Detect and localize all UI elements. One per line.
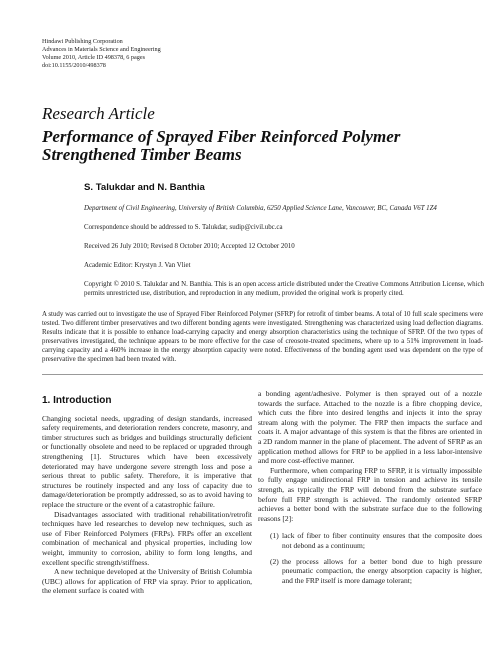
journal-name: Advances in Materials Science and Engineering (42, 46, 161, 53)
list-item (258, 557, 482, 586)
list-number: (2) (270, 556, 279, 566)
section-heading: 1. Introduction (42, 395, 112, 406)
right-column (258, 389, 482, 591)
reasons-list (258, 531, 482, 585)
divider (42, 374, 483, 375)
journal-header (42, 38, 161, 70)
dates: Received 26 July 2010; Revised 8 October 2010; Accepted 12 October 2010 (84, 243, 295, 250)
article-type: Research Article (42, 104, 155, 123)
list-text: the process allows for a better bond due to high pressure pneumatic compaction, the energy absorption capacity is higher, and the FRP itself is more damage tolerant; (282, 556, 482, 585)
abstract: A study was carried out to investigate the use of Sprayed Fiber Reinforced Polymer (SFRP) for retrofit of timber beams. A total of 10 full scale specimens were tested. Two different timber preservatives and two different bonding agents were investigated. Strengthening was characterized using load deflection diagrams. Results indicate that it is possible to enhance load-carrying capacity and energy absorption characteristics using the technique of SFRP. Of the two types of preservatives investigated, the technique appears to be more effective for the case of creosote-treated specimens, where up to a 51% improvement in load-carrying capacity and a 460% increase in the energy absorption capacity were noted. Effectiveness of the bonding agent used was dependent on the type of preservative the specimen had been treated with. (42, 311, 483, 363)
copyright: Copyright © 2010 S. Talukdar and N. Banthia. This is an open access article distributed under the Creative Commons Attribution License, which permits unrestricted use, distribution, and reproduction in any medium, provided the original work is properly cited. (84, 281, 484, 297)
volume-line: Volume 2010, Article ID 498378, 6 pages (42, 54, 145, 61)
authors: S. Talukdar and N. Banthia (84, 182, 205, 193)
academic-editor: Academic Editor: Krystyn J. Van Vliet (84, 262, 191, 269)
paragraph: Furthermore, when comparing FRP to SFRP, it is virtually impossible to fully engage unidirectional FRP in tension and achieve its tensile strength, as typically the FRP will debond from the substrate surface before full FRP strength is achieved. The randomly oriented SFRP achieves a better bond with the substrate surface due to the following reasons [2]: (258, 465, 482, 523)
list-text: lack of fiber to fiber continuity ensures that the composite does not debond as a continuum; (282, 531, 482, 550)
paragraph: a bonding agent/adhesive. Polymer is then sprayed out of a nozzle towards the surface. Attached to the nozzle is a fibre chopping device, which cuts the fibre into desired lengths and injects it into the spray stream along with the polymer. The FRP then impacts the surface and coats it. A major advantage of this system is that the fibres are oriented in a 2D random manner in the plane of placement. The advent of SFRP as an application method allows for FRP to be applied in a less labor-intensive and more cost-effective manner. (258, 389, 482, 466)
left-column (42, 388, 252, 596)
affiliation: Department of Civil Engineering, University of British Columbia, 6250 Applied Science Lane, Vancouver, BC, Canada V6T 1Z4 (84, 205, 437, 212)
doi-line: doi:10.1155/2010/498378 (42, 62, 106, 69)
paper-title: Performance of Sprayed Fiber Reinforced Polymer Strengthened Timber Beams (42, 127, 401, 164)
paragraph: A new technique developed at the University of British Columbia (UBC) allows for application of FRP via spray. Prior to application, the element surface is coated with (42, 567, 252, 596)
publisher-line: Hindawi Publishing Corporation (42, 38, 123, 45)
correspondence: Correspondence should be addressed to S. Talukdar, sudip@civil.ubc.ca (84, 224, 283, 231)
list-item (258, 531, 482, 550)
paragraph: Changing societal needs, upgrading of design standards, increased safety requirements, and deterioration renders concrete, masonry, and timber structures such as bridges and buildings structurally deficient or functionally obsolete and need to be replaced or upgraded through strengthening [1]. Structures which have been excessively deteriorated may have undergone severe strength loss and pose a serious threat to public safety. Therefore, it is imperative that structures be routinely inspected and any loss of capacity due to damage/deterioration be promptly addressed, so as to avoid having to replace the structure or the event of a catastrophic failure. (42, 413, 252, 509)
list-number: (1) (270, 531, 279, 541)
paragraph: Disadvantages associated with traditional rehabilitation/retrofit techniques have led researches to develop new techniques, such as use of Fiber Reinforced Polymers (FRPs). FRPs offer an excellent combination of mechanical and physical properties, including low weight, immunity to corrosion, ability to form long lengths, and excellent specific strength/stiffness. (42, 509, 252, 567)
